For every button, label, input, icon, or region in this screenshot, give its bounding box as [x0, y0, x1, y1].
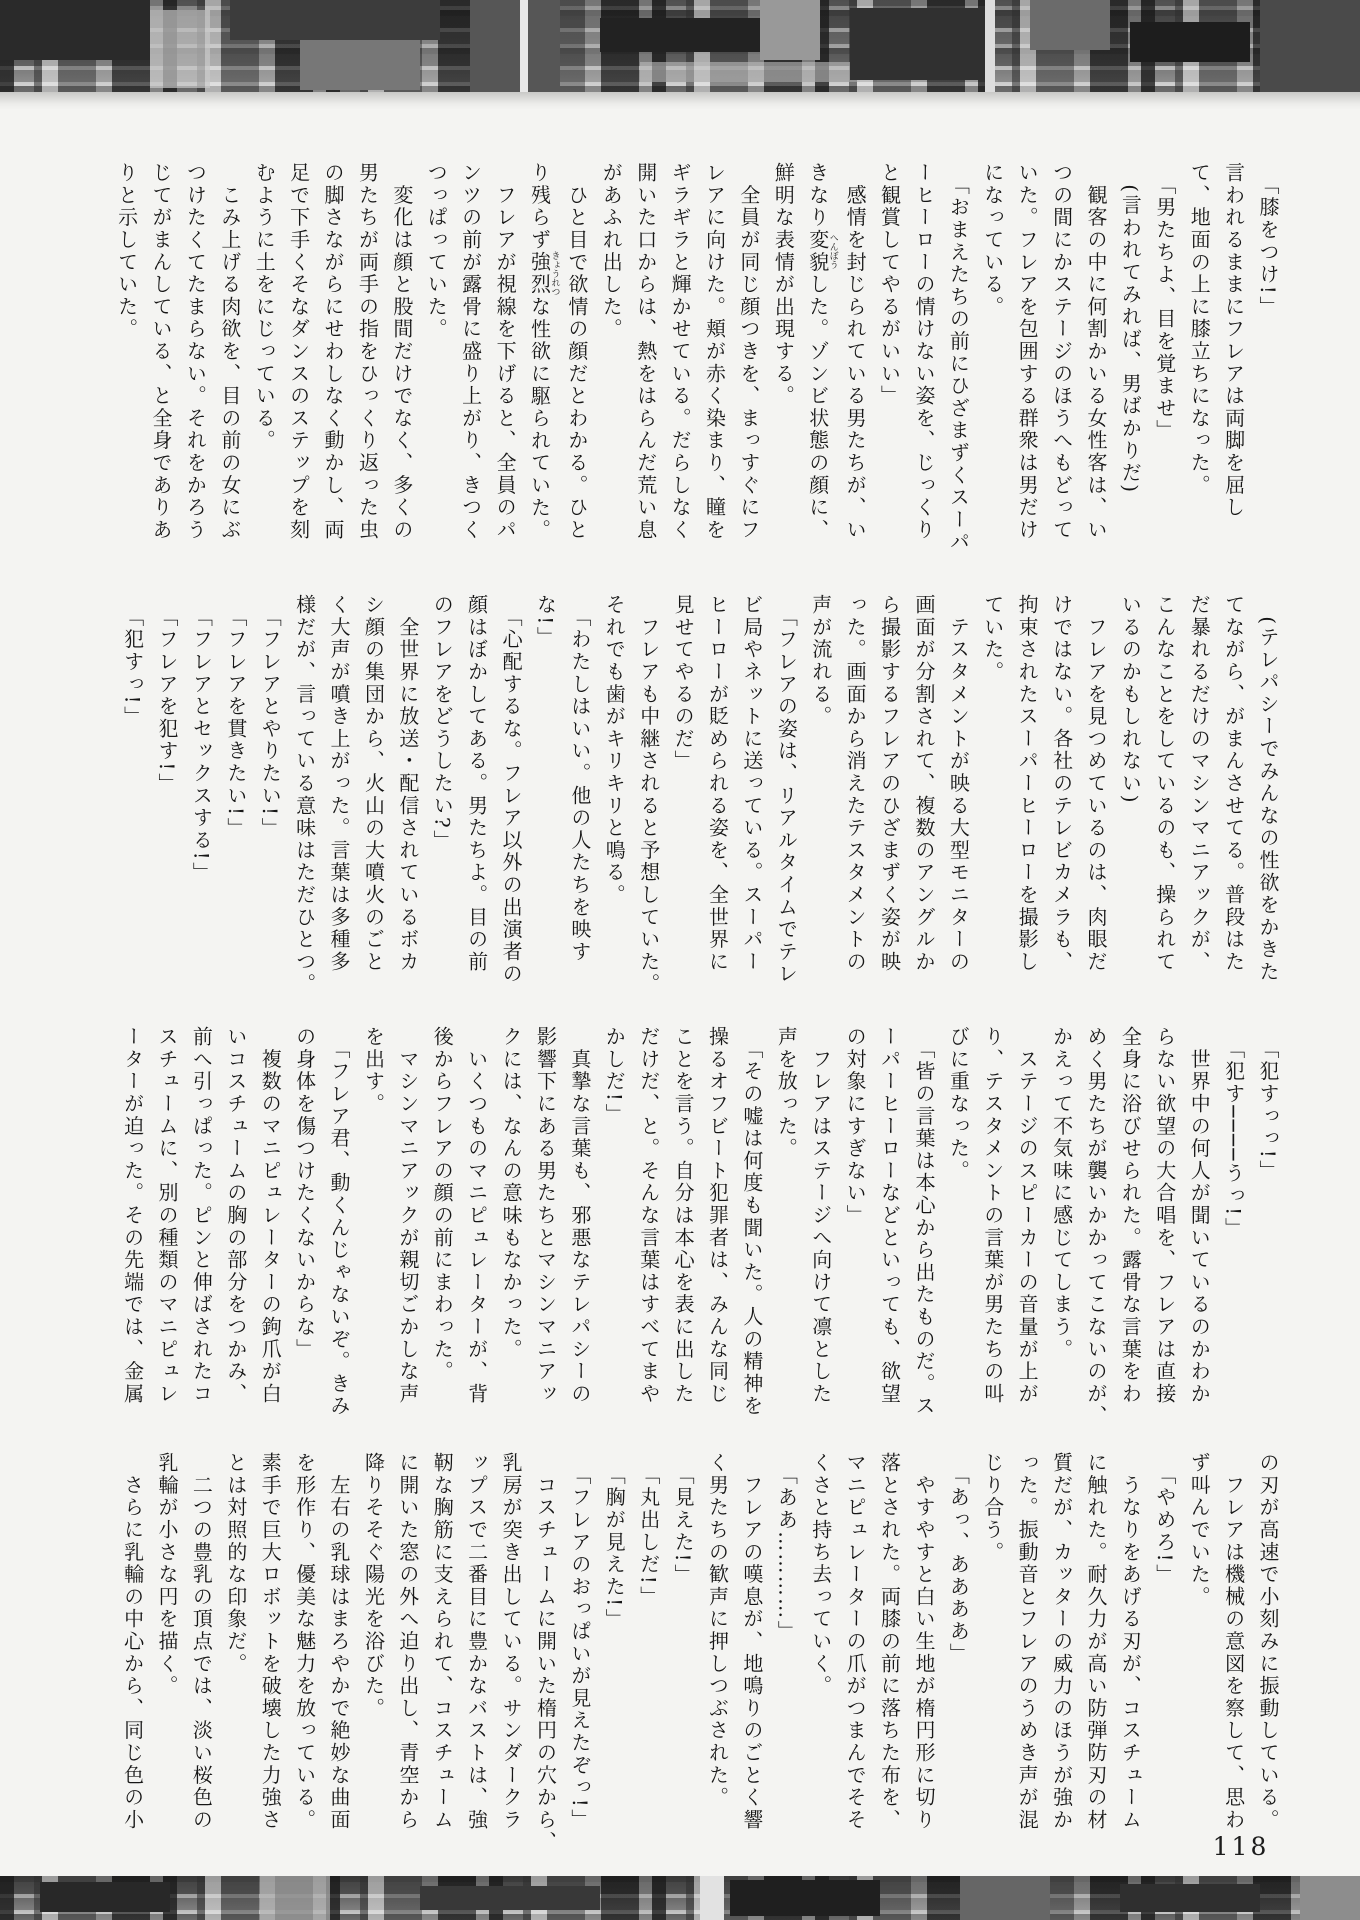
text-column: のフレアをどうしたい?」 [430, 594, 455, 853]
text-column: 拘束されたスーパーヒーローを撮影し [1015, 594, 1040, 974]
text-column: 変化は顔と股間だけでなく、多くの [389, 162, 414, 542]
text-column: 乳房が突き出している。サンダークラ [499, 1452, 524, 1832]
text-column: ら撮影するフレアのひざまずく姿が映 [877, 594, 902, 974]
text-column: 影響下にある男たちとマシンマニアッ [533, 1026, 558, 1406]
text-column: いた。フレアを包囲する群衆は男だけ [1015, 162, 1040, 542]
glitch-block [700, 1876, 724, 1920]
text-column: の脚さながらにせわしなく動かし、両 [321, 162, 346, 542]
text-column: 全世界に放送・配信されているボカ [395, 594, 420, 974]
text-column: 乳輪が小さな円を描く。 [155, 1452, 179, 1698]
text-band-3 [115, 1026, 1285, 1428]
text-column: 「丸出しだ!」 [636, 1452, 661, 1609]
text-column: 操るオフビート犯罪者は、みんな同じ [705, 1026, 730, 1406]
text-column: こんなことをしているのも、操られて [1152, 594, 1177, 974]
text-column: やすやすと白い生地が楕円形に切り [911, 1452, 936, 1832]
text-column: つの間にかステージのほうへもどって [1049, 162, 1074, 542]
glitch-block [730, 1880, 880, 1916]
text-column: の対象にすぎない」 [843, 1026, 868, 1227]
text-column: 「皆の言葉は本心から出たものだ。ス [911, 1026, 936, 1418]
text-column: きなり変貌へんぼうした。ゾンビ状態の顔に、 [805, 162, 838, 542]
page-number: 118 [1212, 1832, 1270, 1861]
text-column: 見せてやるのだ」 [671, 594, 696, 773]
text-column: に触れた。耐久力が高い防弾防刃の材 [1083, 1452, 1108, 1832]
text-column: かえって不気味に感じてしまう。 [1049, 1026, 1074, 1361]
text-column: こみ上げる肉欲を、目の前の女にぶ [217, 162, 242, 542]
text-column: に開いた窓の外へ迫り出し、青空から [395, 1452, 420, 1832]
text-column: じり合う。 [980, 1452, 1005, 1564]
text-column: り残らず強烈きょうれつな性欲に駆られていた。 [527, 162, 560, 542]
glitch-block [1120, 1884, 1260, 1912]
text-column: じてがまんしている、と全身でありあ [149, 162, 173, 542]
text-column: ーターが迫った。その先端では、金属 [120, 1026, 145, 1406]
text-column: フレアも中継されると予想していた。 [636, 594, 661, 996]
text-column: コスチュームに開いた楕円の穴から、 [533, 1452, 558, 1854]
text-column: らない欲望の大合唱を、フレアは直接 [1152, 1026, 1177, 1406]
text-column: 「心配するな。フレア以外の出演者の [499, 594, 524, 986]
text-column: りと示していた。 [114, 162, 139, 341]
text-column: 「犯すっ!」 [120, 594, 145, 729]
text-column: 質だが、カッターの威力のほうが強か [1049, 1452, 1074, 1832]
text-column: つっぱっていた。 [424, 162, 449, 341]
text-column: つけたくてたまらない。それをかろう [183, 162, 208, 542]
text-column: 「胸が見えた!」 [602, 1452, 627, 1631]
text-column: と観賞してやるがいい」 [877, 162, 902, 408]
text-column: 観客の中に何割かいる女性客は、い [1083, 162, 1108, 542]
text-column: 「男たちよ、目を覚ませ」 [1152, 162, 1177, 442]
text-band-2 [115, 594, 1285, 996]
text-column: 「おまえたちの前にひざまずくスーパ [946, 162, 971, 554]
text-column: 「フレア君、動くんじゃないぞ。きみ [327, 1026, 352, 1418]
text-column: ビ局やネットに送っている。スーパー [739, 594, 764, 974]
text-column: 「見えた!」 [671, 1452, 696, 1587]
text-column: びに重なった。 [946, 1026, 971, 1183]
text-column: があふれ出した。 [599, 162, 624, 341]
text-column: 「犯すっっ!」 [1256, 1026, 1280, 1183]
text-column: 「あっ、ああああ」 [946, 1452, 971, 1665]
text-column: 男たちが両手の指をひっくり返った虫 [355, 162, 380, 542]
text-column: ンツの前が露骨に盛り上がり、きつく [458, 162, 483, 542]
text-column: 全身に浴びせられた。露骨な言葉をわ [1118, 1026, 1143, 1406]
text-column: の刃が高速で小刻みに振動している。 [1256, 1452, 1280, 1832]
text-column: 全員が同じ顔つきを、まっすぐにフ [736, 162, 761, 542]
text-column: うなりをあげる刃が、コスチューム [1118, 1452, 1143, 1832]
text-column: (言われてみれば、男ばかりだ) [1118, 162, 1143, 495]
text-column: ひと目で欲情の顔だとわかる。ひと [564, 162, 589, 542]
text-column: り、テスタメントの言葉が男たちの叫 [980, 1026, 1005, 1406]
text-column: 「フレアのおっぱいが見えたぞっ!」 [567, 1452, 592, 1832]
text-column: 後からフレアの顔の前にまわった。 [430, 1026, 455, 1383]
text-column: く男たちの歓声に押しつぶされた。 [705, 1452, 730, 1809]
text-column: 「やめろ!」 [1152, 1452, 1177, 1587]
text-column: ーヒーローの情けない姿を、じっくり [911, 162, 936, 542]
text-column: さらに乳輪の中心から、同じ色の小 [120, 1452, 145, 1832]
text-column: の身体を傷つけたくないからな」 [292, 1026, 317, 1361]
text-column: を形作り、優美な魅力を放っている。 [292, 1452, 317, 1832]
text-column: く大声が噴き上がった。言葉は多種多 [327, 594, 352, 974]
glitch-block [420, 1886, 600, 1910]
text-column: フレアの嘆息が、地鳴りのごとく響 [739, 1452, 764, 1832]
text-column: 声を放った。 [774, 1026, 799, 1160]
text-column: 世界中の何人が聞いているのかわか [1187, 1026, 1212, 1406]
text-column: とは対照的な印象だ。 [223, 1452, 248, 1675]
text-column: むように土をにじっている。 [252, 162, 277, 452]
text-column: を出す。 [361, 1026, 386, 1116]
glitch-block [960, 1876, 1050, 1920]
text-column: レアに向けた。頬が赤く染まり、瞳を [702, 162, 727, 542]
text-column: 「フレアとセックスする!」 [189, 594, 214, 885]
text-column: 降りそそぐ陽光を浴びた。 [361, 1452, 386, 1720]
text-column: ず叫んでいた。 [1187, 1452, 1212, 1609]
text-column: 左右の乳球はまろやかで絶妙な曲面 [327, 1452, 352, 1832]
text-column: 真摯な言葉も、邪悪なテレパシーの [567, 1026, 592, 1406]
text-column: 「フレアの姿は、リアルタイムでテレ [774, 594, 799, 986]
text-column: 「フレアとやりたい!」 [258, 594, 283, 840]
text-column: シ顔の集団から、火山の大噴火のごと [361, 594, 386, 974]
glitch-footer-banner [0, 1876, 1360, 1920]
text-column: ことを言う。自分は本心を表に出した [671, 1026, 696, 1406]
text-column: ギラギラと輝かせている。だらしなく [668, 162, 693, 542]
text-column: いコスチュームの胸の部分をつかみ、 [223, 1026, 248, 1406]
text-column: 声が流れる。 [808, 594, 833, 728]
text-column: な!」 [533, 594, 558, 649]
text-column: いるのかもしれない) [1118, 594, 1143, 805]
text-column: になっている。 [980, 162, 1005, 319]
text-column: 「その嘘は何度も聞いた。人の精神を [739, 1026, 764, 1418]
text-column: 前へ引っぱった。ピンと伸ばされたコ [189, 1026, 214, 1406]
text-column: だけだ、と。そんな言葉はすべてまや [636, 1026, 661, 1406]
text-column: フレアはステージへ向けて凛とした [808, 1026, 833, 1406]
text-column: ヒーローが貶められる姿を、全世界に [705, 594, 730, 974]
text-column: 「フレアを犯す!」 [155, 594, 179, 796]
text-column: ーパーヒーローなどといっても、欲望 [877, 1026, 902, 1406]
text-column: ステージのスピーカーの音量が上が [1015, 1026, 1040, 1406]
text-column: 足で下手くそなダンスのステップを刻 [286, 162, 311, 542]
text-column: 画面が分割されて、複数のアングルか [911, 594, 936, 974]
text-column: 「膝をつけ!」 [1256, 162, 1280, 319]
text-column: クには、なんの意味もなかった。 [499, 1026, 524, 1361]
text-column: だ暴れるだけのマシンマニアックが、 [1187, 594, 1212, 974]
text-column: 開いた口からは、熱をはらんだ荒い息 [633, 162, 658, 542]
text-column: った。画面から消えたテスタメントの [843, 594, 868, 974]
text-column: フレアが視線を下げると、全員のパ [493, 162, 518, 542]
text-column: それでも歯がキリキリと鳴る。 [602, 594, 627, 907]
text-column: 感情を封じられている男たちが、い [843, 162, 868, 542]
text-column: マシンマニアックが親切ごかしな声 [395, 1026, 420, 1406]
text-column: マニピュレーターの爪がつまんでそそ [843, 1452, 868, 1832]
text-column: 言われるままにフレアは両脚を屈し [1221, 162, 1246, 519]
text-column: めく男たちが襲いかかってこないのが、 [1083, 1026, 1108, 1428]
text-column: 「フレアを貫きたい!」 [223, 594, 248, 840]
text-column: 素手で巨大ロボットを破壊した力強さ [258, 1452, 283, 1832]
text-column: 鮮明な表情が出現する。 [771, 162, 796, 408]
text-band-4 [115, 1452, 1285, 1854]
text-column: った。振動音とフレアのうめき声が混 [1015, 1452, 1040, 1832]
text-column: くさと持ち去っていく。 [808, 1452, 833, 1698]
text-column: 二つの豊乳の頂点では、淡い桜色の [189, 1452, 214, 1832]
glitch-block [260, 1876, 330, 1920]
text-column: て、地面の上に膝立ちになった。 [1187, 162, 1212, 497]
text-column: いくつものマニピュレーターが、背 [464, 1026, 489, 1406]
text-column: 「わたしはいい。他の人たちを映す [567, 594, 592, 964]
text-column: ップスで二番目に豊かなバストは、強 [464, 1452, 489, 1832]
text-column: けではない。各社のテレビカメラも、 [1049, 594, 1074, 974]
glitch-block [1300, 1876, 1360, 1920]
text-column: 様だが、言っている意味はただひとつ。 [292, 594, 317, 996]
text-column: 複数のマニピュレーターの鉤爪が白 [258, 1026, 283, 1406]
text-column: スチュームに、別の種類のマニピュレ [155, 1026, 179, 1406]
text-column: 靭な胸筋に支えられて、コスチューム [430, 1452, 455, 1832]
text-column: フレアは機械の意図を察して、思わ [1221, 1452, 1246, 1832]
text-column: テスタメントが映る大型モニターの [946, 594, 971, 974]
text-band-1 [115, 162, 1285, 564]
text-column: フレアを見つめているのは、肉眼だ [1083, 594, 1108, 974]
text-column: (テレパシーでみんなの性欲をかきた [1256, 594, 1280, 984]
text-column: 顔はぼかしてある。男たちよ。目の前 [464, 594, 489, 974]
text-column: かしだ!」 [602, 1026, 627, 1126]
text-column: てながら、がまんさせてる。普段はた [1221, 594, 1246, 974]
text-column: 「犯す────うっ!」 [1221, 1026, 1246, 1240]
glitch-block [40, 1882, 170, 1912]
text-column: 「ああ…………」 [774, 1452, 799, 1643]
text-column: ていた。 [980, 594, 1005, 684]
text-column: 落とされた。両膝の前に落ちた布を、 [877, 1452, 902, 1832]
